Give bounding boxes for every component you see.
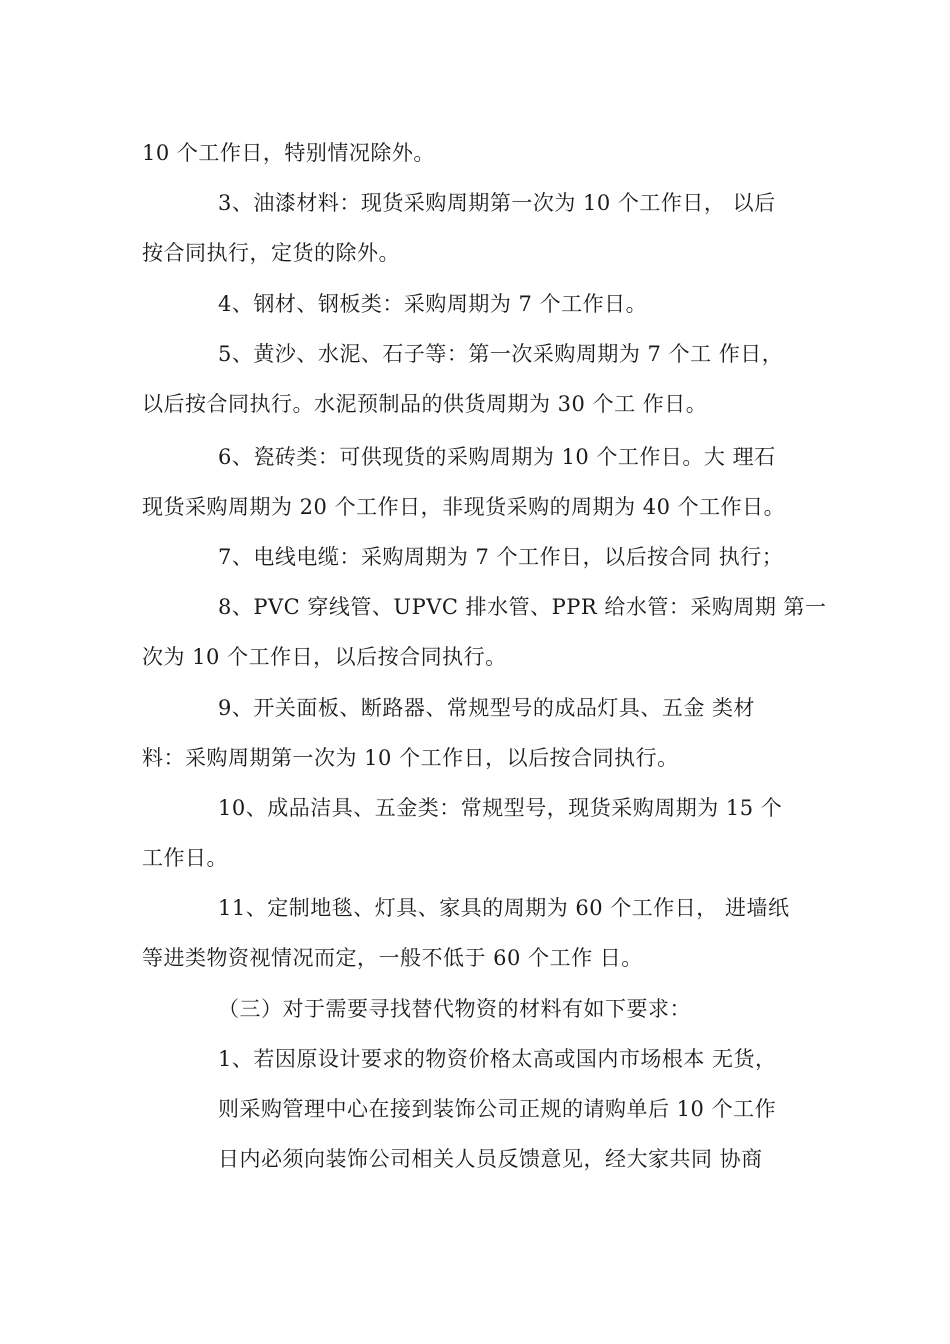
text-line-2: 3、油漆材料：现货采购周期第一次为 10 个工作日， 以后: [218, 191, 776, 215]
text-line-21: 日内必须向装饰公司相关人员反馈意见，经大家共同 协商: [218, 1147, 763, 1171]
text-line-20: 则采购管理中心在接到装饰公司正规的请购单后 10 个工作: [218, 1097, 777, 1121]
text-line-13: 料：采购周期第一次为 10 个工作日，以后按合同执行。: [142, 746, 679, 770]
text-line-11: 次为 10 个工作日，以后按合同执行。: [142, 645, 507, 669]
text-line-19: 1、若因原设计要求的物资价格太高或国内市场根本 无货，: [218, 1047, 777, 1071]
text-line-9: 7、电线电缆：采购周期为 7 个工作日，以后按合同 执行；: [218, 545, 784, 569]
text-line-7: 6、瓷砖类：可供现货的采购周期为 10 个工作日。大 理石: [218, 445, 776, 469]
text-line-18: （三）对于需要寻找替代物资的材料有如下要求：: [218, 997, 691, 1021]
text-line-4: 4、钢材、钢板类：采购周期为 7 个工作日。: [218, 292, 648, 316]
text-line-15: 工作日。: [142, 846, 228, 870]
text-line-17: 等进类物资视情况而定，一般不低于 60 个工作 日。: [142, 946, 643, 970]
text-line-8: 现货采购周期为 20 个工作日，非现货采购的周期为 40 个工作日。: [142, 495, 786, 519]
text-line-12: 9、开关面板、断路器、常规型号的成品灯具、五金 类材: [218, 696, 756, 720]
text-line-14: 10、成品洁具、五金类：常规型号，现货采购周期为 15 个: [218, 796, 783, 820]
text-line-3: 按合同执行，定货的除外。: [142, 241, 400, 265]
text-line-16: 11、定制地毯、灯具、家具的周期为 60 个工作日， 进墙纸: [218, 896, 790, 920]
text-line-6: 以后按合同执行。水泥预制品的供货周期为 30 个工 作日。: [142, 392, 708, 416]
text-line-1: 10 个工作日，特别情况除外。: [142, 141, 435, 165]
text-line-10: 8、PVC 穿线管、UPVC 排水管、PPR 给水管：采购周期 第一: [218, 595, 827, 619]
text-line-5: 5、黄沙、水泥、石子等：第一次采购周期为 7 个工 作日，: [218, 342, 784, 366]
